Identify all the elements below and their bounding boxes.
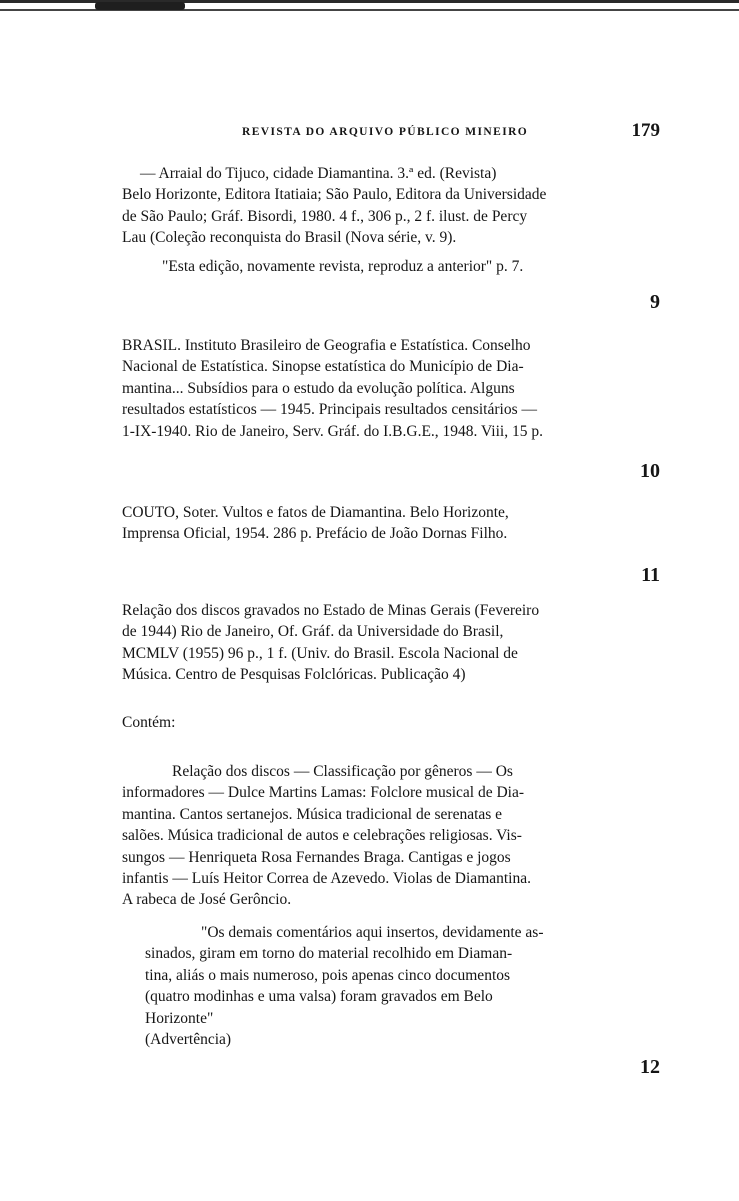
contents-line: A rabeca de José Gerôncio.: [122, 891, 292, 909]
citation-line: resultados estatísticos — 1945. Principais resultados censitários —: [122, 401, 537, 419]
citation-line: COUTO, Soter. Vultos e fatos de Diamantina. Belo Horizonte,: [122, 504, 509, 521]
quote-line: (quatro modinhas e uma valsa) foram gravados em Belo: [145, 988, 493, 1006]
quote-line: "Esta edição, novamente revista, reproduz a anterior" p. 7.: [162, 258, 524, 275]
entry-9-citation: [122, 335, 660, 442]
entry-10-citation: [122, 502, 660, 545]
citation-line: Lau (Coleção reconquista do Brasil (Nova série, v. 9).: [122, 229, 457, 247]
contents-line: Relação dos discos — Classificação por gêneros — Os: [172, 763, 513, 780]
citation-line: — Arraial do Tijuco, cidade Diamantina. 3.ª ed. (Revista): [140, 165, 497, 182]
contents-line: salões. Música tradicional de autos e celebrações religiosas. Vis-: [122, 827, 522, 845]
quote-line: tina, aliás o mais numeroso, pois apenas cinco documentos: [145, 966, 511, 984]
page-number: 179: [631, 120, 660, 141]
citation-line: BRASIL. Instituto Brasileiro de Geografia e Estatística. Conselho: [122, 337, 531, 354]
citation-line: Nacional de Estatística. Sinopse estatística do Município de Dia-: [122, 358, 524, 376]
scan-ink-blot: [95, 2, 185, 10]
page-header: [122, 120, 660, 144]
citation-line: Belo Horizonte, Editora Itatiaia; São Paulo, Editora da Universidade: [122, 186, 547, 204]
citation-line: de 1944) Rio de Janeiro, Of. Gráf. da Universidade do Brasil,: [122, 623, 504, 641]
citation-line: mantina... Subsídios para o estudo da evolução política. Alguns: [122, 379, 515, 397]
citation-line: MCMLV (1955) 96 p., 1 f. (Univ. do Brasil. Escola Nacional de: [122, 644, 518, 662]
entry-11-citation: [122, 600, 660, 686]
entry-number-9: 9: [650, 291, 660, 313]
contents-line: informadores — Dulce Martins Lamas: Folclore musical de Dia-: [122, 784, 525, 802]
citation-line: Imprensa Oficial, 1954. 286 p. Prefácio de João Dornas Filho.: [122, 525, 508, 543]
entry-number-12: 12: [640, 1056, 660, 1078]
advertencia-quote: [145, 922, 544, 1050]
citation-line: de São Paulo; Gráf. Bisordi, 1980. 4 f., 306 p., 2 f. ilust. de Percy: [122, 207, 528, 225]
quote-line: Horizonte": [145, 1009, 214, 1027]
contents-label-text: Contém:: [122, 714, 176, 731]
citation-line: 1-IX-1940. Rio de Janeiro, Serv. Gráf. do I.B.G.E., 1948. Viii, 15 p.: [122, 422, 543, 440]
running-head: REVISTA DO ARQUIVO PÚBLICO MINEIRO: [242, 126, 529, 138]
citation-line: Música. Centro de Pesquisas Folclóricas. Publicação 4): [122, 666, 466, 684]
entry-8-citation: [122, 163, 660, 249]
contents-label: [122, 712, 660, 733]
entry-8-quote: [122, 256, 660, 277]
citation-line: Relação dos discos gravados no Estado de Minas Gerais (Fevereiro: [122, 602, 540, 619]
quote-line: "Os demais comentários aqui insertos, devidamente as-: [201, 924, 544, 941]
entry-number-11: 11: [641, 564, 660, 586]
contents-line: infantis — Luís Heitor Correa de Azevedo. Violas de Diamantina.: [122, 870, 531, 888]
quote-line: sinados, giram em torno do material recolhido em Diaman-: [145, 945, 513, 963]
contents-line: mantina. Cantos sertanejos. Música tradicional de serenatas e: [122, 805, 503, 823]
contents-line: sungos — Henriqueta Rosa Fernandes Braga. Cantigas e jogos: [122, 848, 511, 866]
page-top-scan-edge: [0, 0, 739, 14]
quote-source: (Advertência): [145, 1031, 232, 1049]
contents-list: [122, 761, 660, 911]
entry-number-10: 10: [640, 460, 660, 482]
